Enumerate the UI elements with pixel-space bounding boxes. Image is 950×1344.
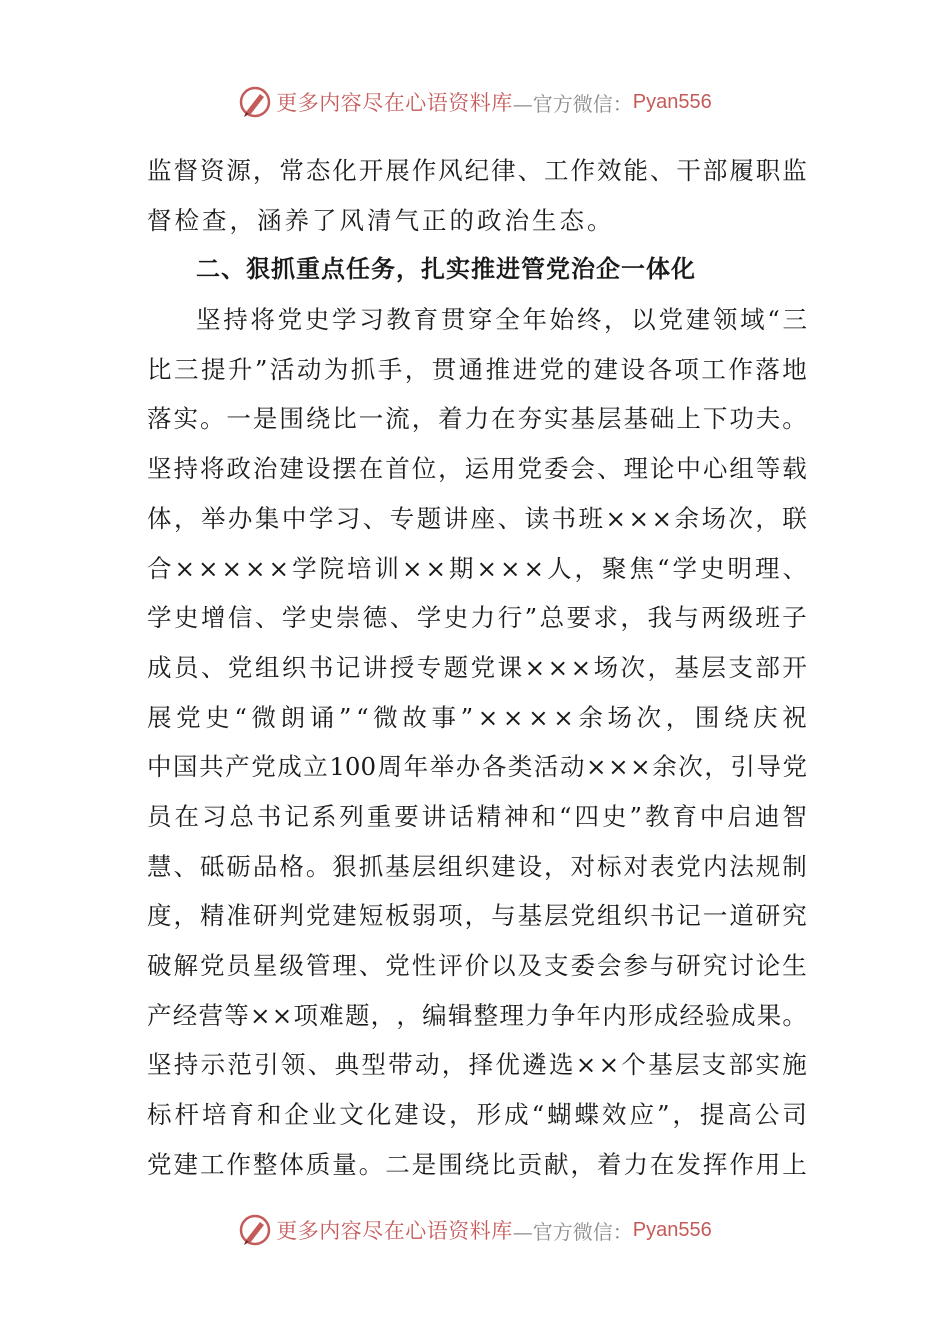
section-heading: 二、狠抓重点任务，扎实推进管党治企一体化 — [196, 255, 696, 284]
text-line: 监 督 资 源 ， 常 态 化 开 展 作 风 纪 律 、 工 作 效 能 、 干 部 履 职 监 — [147, 156, 807, 185]
text-line: 标 杆 培 育 和 企 业 文 化 建 设 ， 形 成 “ 蝴 蝶 效 应 ” ， 提 高 公 司 — [147, 1100, 807, 1130]
text-line: 成 员 、 党 组 织 书 记 讲 授 专 题 党 课 × × × 场 次 ， 基 层 支 部 开 — [147, 652, 807, 682]
text-line: 坚 持 将 政 治 建 设 摆 在 首 位 ， 运 用 党 委 会 、 理 论 中 心 组 等 载 — [147, 454, 807, 484]
banner-mid-text: —官方微信： — [512, 1219, 633, 1244]
text-line: 落 实 。 一 是 围 绕 比 一 流 ， 着 力 在 夯 实 基 层 基 础 上 下 功 夫 。 — [147, 404, 807, 434]
text-line: 展 党 史 “ 微 朗 诵 ” “ 微 故 事 ” × × × × 余 场 次 ， 围 绕 庆 祝 — [147, 702, 807, 732]
banner-wechat-id: Pyan556 — [632, 1218, 712, 1241]
text-line: 学 史 增 信 、 学 史 崇 德 、 学 史 力 行 ” 总 要 求 ， 我 与 两 级 班 子 — [147, 603, 807, 633]
document-body — [147, 146, 807, 1189]
footer-watermark-banner — [0, 1208, 950, 1252]
banner-left-text: 更多内容尽在心语资料库 — [276, 1219, 513, 1243]
text-line: 比 三 提 升 ” 活 动 为 抓 手 ， 贯 通 推 进 党 的 建 设 各 项 工 作 落 地 — [147, 354, 807, 384]
text-line: 破 解 党 员 星 级 管 理 、 党 性 评 价 以 及 支 委 会 参 与 研 究 讨 论 生 — [147, 951, 807, 980]
text-line: 产 经 营 等 × × 项 难 题 ， ， 编 辑 整 理 力 争 年 内 形 成 经 验 成 果 。 — [147, 1000, 807, 1030]
text-line: 坚 持 将 党 史 学 习 教 育 贯 穿 全 年 始 终 ， 以 党 建 领 域 “ 三 — [196, 305, 807, 335]
text-line: 员 在 习 总 书 记 系 列 重 要 讲 话 精 神 和 “ 四 史 ” 教 育 中 启 迪 智 — [147, 801, 807, 831]
pen-logo-icon — [238, 85, 272, 119]
text-line: 合 × × × × × 学 院 培 训 × × 期 × × × 人 ， 聚 焦 “ 学 史 明 理 、 — [147, 553, 807, 583]
text-line: 坚 持 示 范 引 领 、 典 型 带 动 ， 择 优 遴 选 × × 个 基 层 支 部 实 施 — [147, 1050, 807, 1080]
banner-left-text: 更多内容尽在心语资料库 — [276, 91, 513, 115]
text-line: 党 建 工 作 整 体 质 量 。 二 是 围 绕 比 贡 献 ， 着 力 在 发 挥 作 用 上 — [147, 1149, 807, 1179]
header-watermark-banner — [0, 80, 950, 124]
pen-logo-icon — [238, 1213, 272, 1247]
text-line: 体 ， 举 办 集 中 学 习 、 专 题 讲 座 、 读 书 班 × × × 余 场 次 ， 联 — [147, 503, 807, 533]
text-line: 督检查，涵养了风清气正的政治生态。 — [147, 205, 615, 235]
text-line: 中 国 共 产 党 成 立 100 周 年 举 办 各 类 活 动 × × × 余 次 ， 引 导 党 — [147, 752, 807, 782]
banner-mid-text: —官方微信： — [512, 91, 633, 116]
text-line: 慧 、 砥 砺 品 格 。 狠 抓 基 层 组 织 建 设 ， 对 标 对 表 党 内 法 规 制 — [147, 851, 807, 881]
banner-wechat-id: Pyan556 — [632, 90, 712, 113]
text-line: 度 ， 精 准 研 判 党 建 短 板 弱 项 ， 与 基 层 党 组 织 书 记 一 道 研 究 — [147, 901, 807, 931]
